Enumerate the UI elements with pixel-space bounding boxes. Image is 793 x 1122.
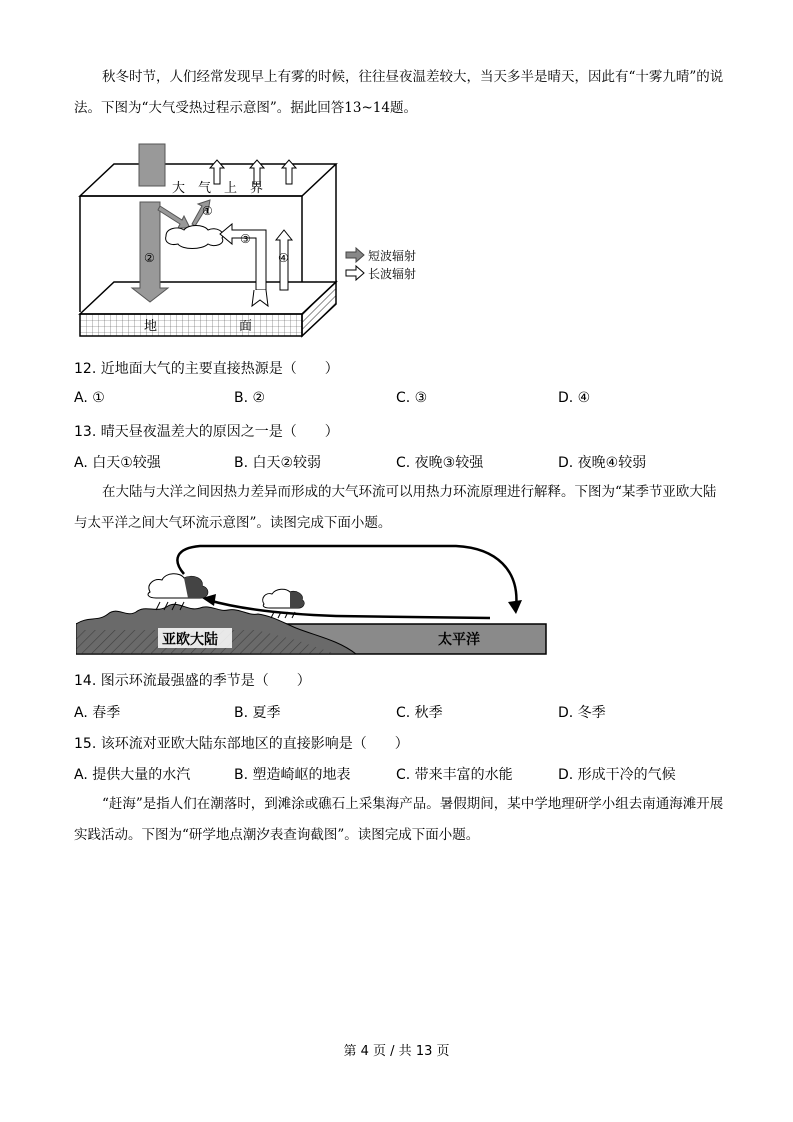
q12-option-b[interactable]: B. ②: [234, 390, 266, 406]
legend-short-icon: [346, 248, 364, 262]
atmosphere-heating-diagram: [74, 140, 434, 340]
q15-option-a[interactable]: A. 提供大量的水汽: [74, 767, 191, 783]
intro-paragraph-2: 在大陆与大洋之间因热力差异而形成的大气环流可以用热力环流原理进行解释。下图为“某季节亚欧大陆与太平洋之间大气环流示意图”。读图完成下面小题。: [74, 484, 717, 531]
page-footer: 第 4 页 / 共 13 页: [343, 1044, 450, 1059]
ground-front: [80, 314, 302, 336]
legend-short: 短波辐射: [368, 249, 417, 263]
sun-block: [139, 144, 165, 186]
circulation-diagram: [76, 540, 548, 656]
intro-paragraph-1: 秋冬时节，人们经常发现早上有雾的时候，往往昼夜温差较大，当天多半是晴天，因此有“十雾九晴”的说法。下图为“大气受热过程示意图”。据此回答13~14题。: [74, 69, 724, 116]
legend-long-icon: [346, 266, 364, 280]
q14-option-b[interactable]: B. 夏季: [234, 705, 281, 721]
q12-option-c[interactable]: C. ③: [396, 390, 428, 406]
ground-top: [80, 282, 336, 314]
label-ground-left: 地: [144, 319, 158, 334]
q13-option-b[interactable]: B. 白天②较弱: [234, 455, 322, 471]
label-4: ④: [278, 251, 289, 265]
q12-option-d[interactable]: D. ④: [558, 390, 591, 406]
q14-option-c[interactable]: C. 秋季: [396, 705, 443, 721]
question-14: 14. 图示环流最强盛的季节是（ ）: [74, 673, 311, 689]
upper-flow-arrowhead: [508, 600, 522, 614]
legend-long: 长波辐射: [368, 267, 417, 281]
label-top: 大 气 上 界: [172, 181, 264, 196]
label-land: 亚欧大陆: [162, 632, 218, 648]
q15-option-c[interactable]: C. 带来丰富的水能: [396, 767, 513, 783]
question-13: 13. 晴天昼夜温差大的原因之一是（ ）: [74, 424, 339, 440]
q13-option-d[interactable]: D. 夜晚④较弱: [558, 455, 647, 471]
upper-flow-arrow: [177, 546, 516, 608]
label-1: ①: [202, 204, 213, 218]
q15-option-b[interactable]: B. 塑造崎岖的地表: [234, 767, 351, 783]
q13-option-a[interactable]: A. 白天①较强: [74, 455, 161, 471]
label-sea: 太平洋: [438, 632, 480, 648]
question-12: 12. 近地面大气的主要直接热源是（ ）: [74, 361, 339, 377]
q14-option-a[interactable]: A. 春季: [74, 705, 121, 721]
cloud-shape: [166, 226, 223, 249]
label-ground-right: 面: [239, 319, 253, 334]
q13-option-c[interactable]: C. 夜晚③较强: [396, 455, 484, 471]
q15-option-d[interactable]: D. 形成干冷的气候: [558, 767, 676, 783]
q12-option-a[interactable]: A. ①: [74, 390, 105, 406]
question-15: 15. 该环流对亚欧大陆东部地区的直接影响是（ ）: [74, 736, 409, 752]
intro-paragraph-3: “赶海”是指人们在潮落时，到滩涂或礁石上采集海产品。暑假期间，某中学地理研学小组去南通海滩开展实践活动。下图为“研学地点潮汐表查询截图”。读图完成下面小题。: [74, 796, 724, 843]
label-2: ②: [144, 251, 155, 265]
q14-option-d[interactable]: D. 冬季: [558, 705, 606, 721]
label-3: ③: [240, 232, 251, 246]
arrow-to-cloud: [158, 206, 190, 228]
